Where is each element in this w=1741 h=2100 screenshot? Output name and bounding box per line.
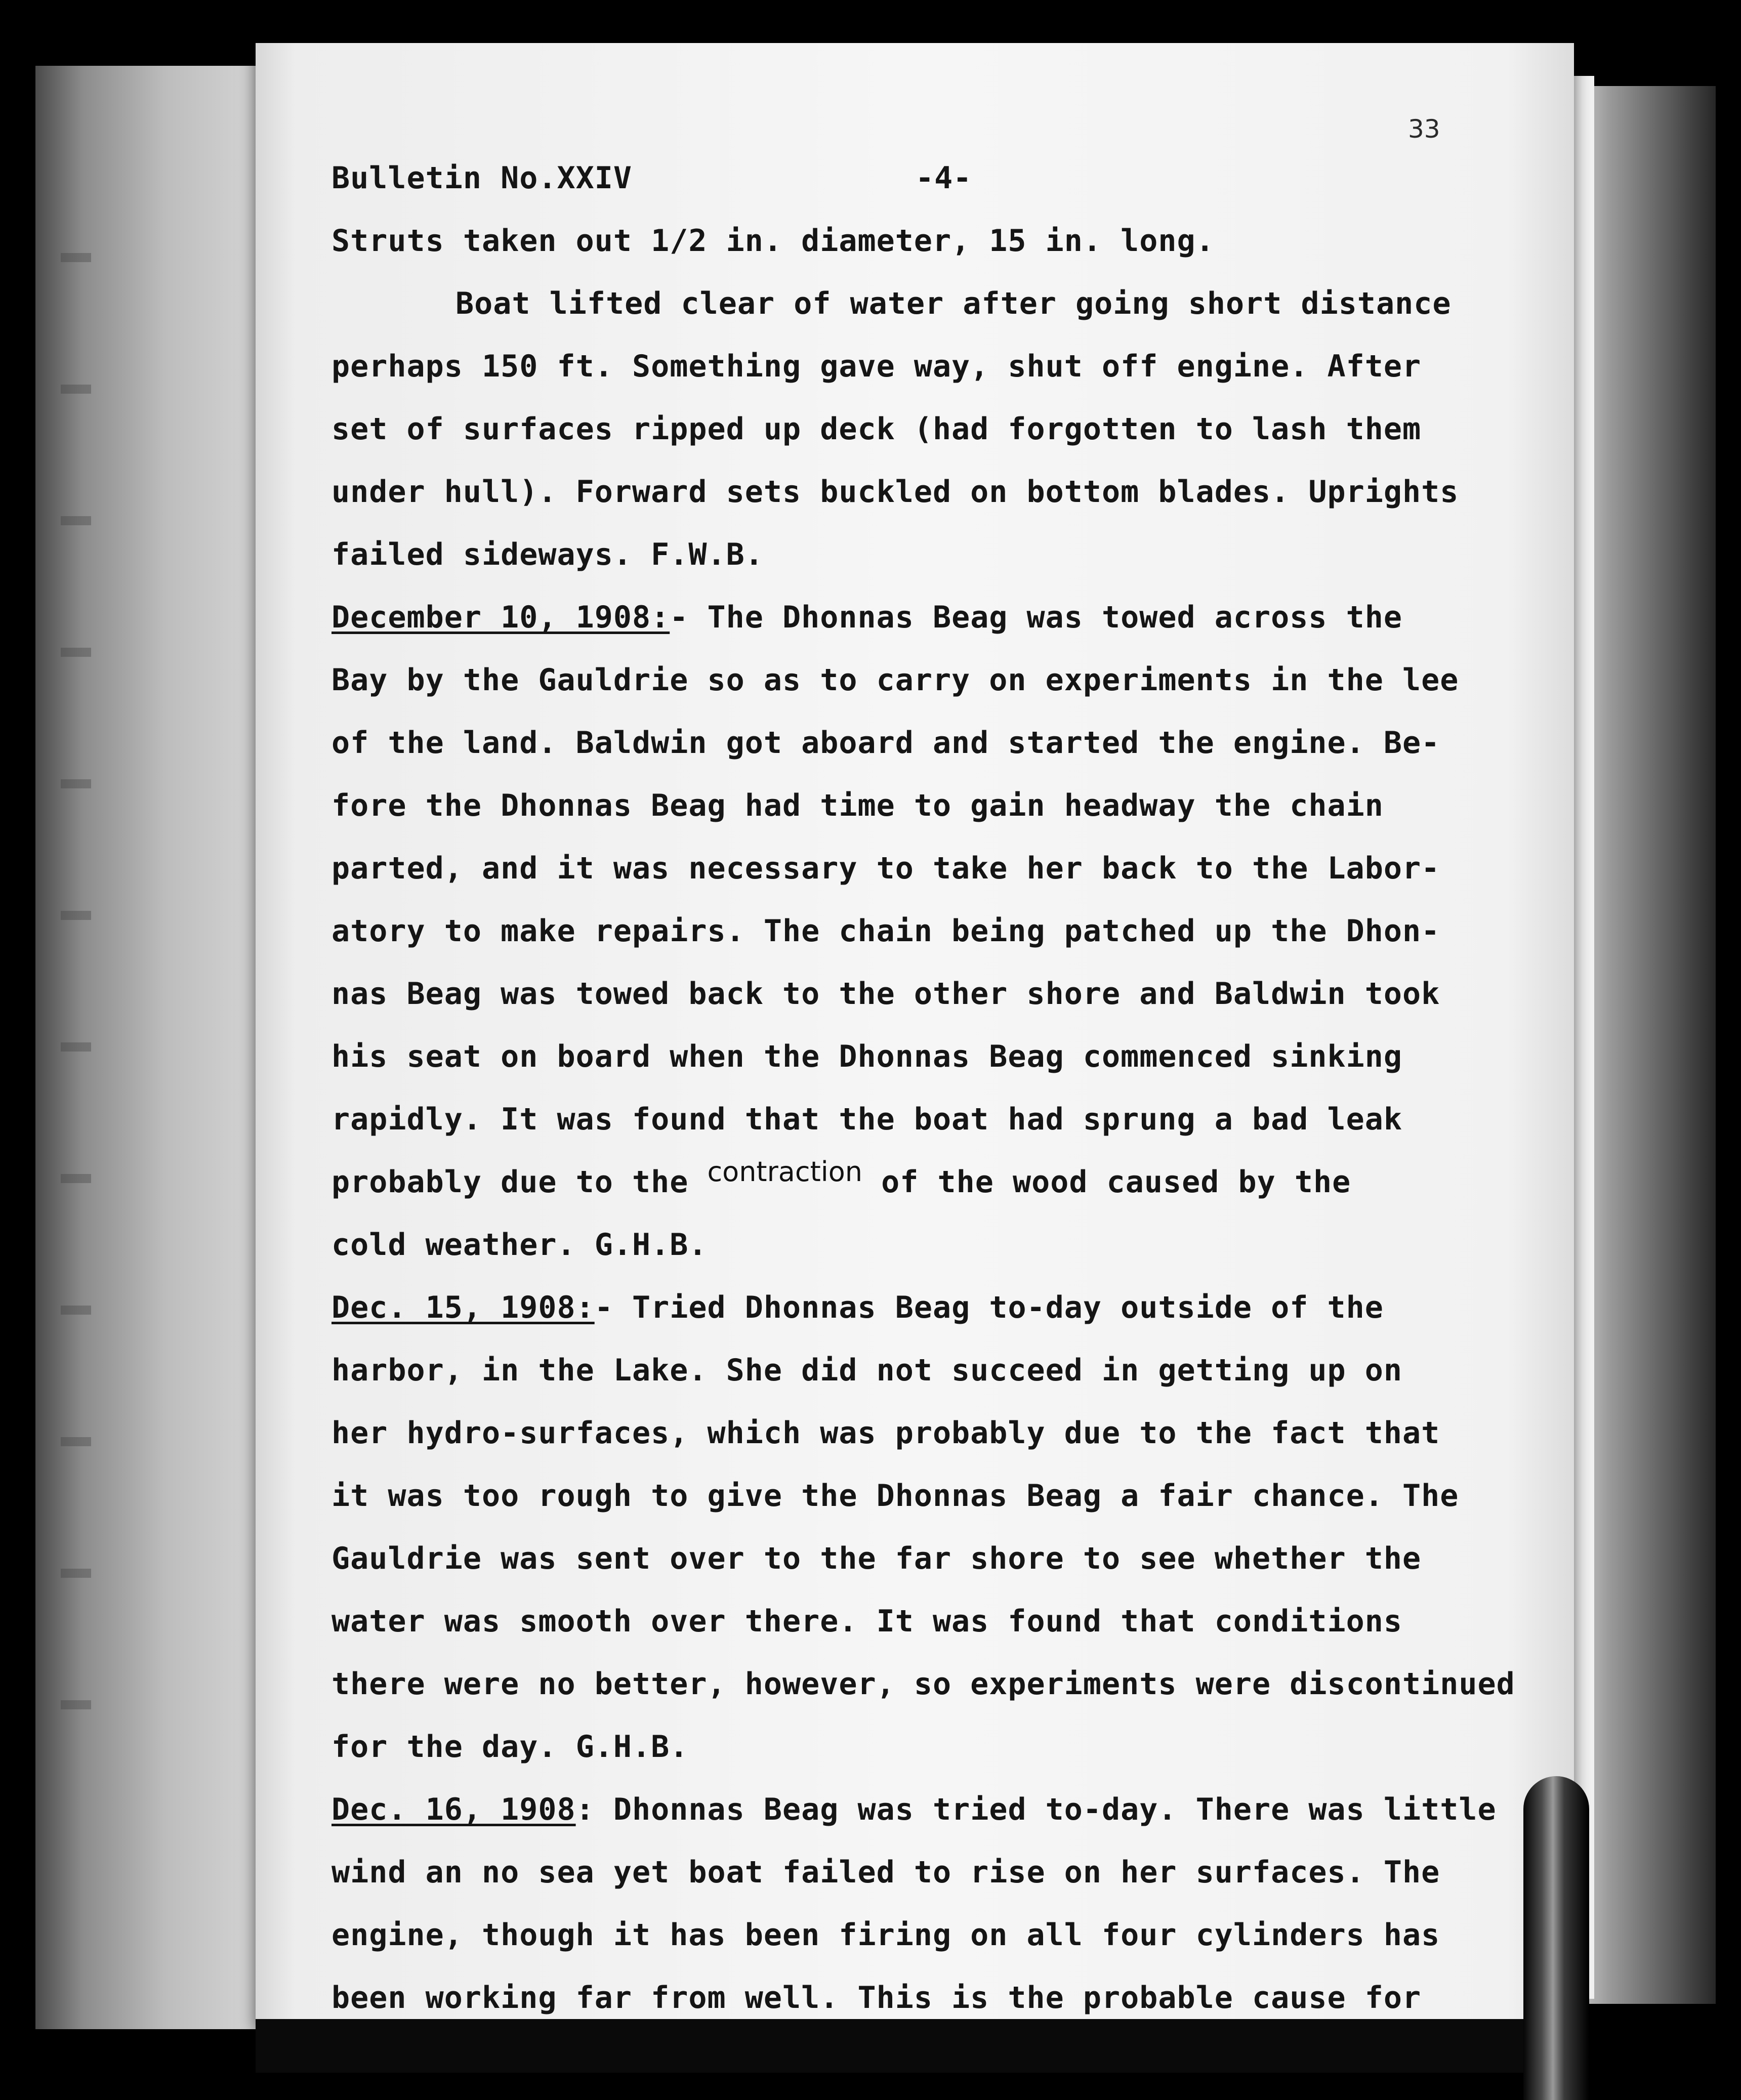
pen-tip [1523, 1776, 1589, 2100]
entry-date: Dec. 15, 1908: [331, 1290, 595, 1325]
text-line-24: there were no better, however, so experiments were discontinued [331, 1666, 1515, 1702]
text-line-14: his seat on board when the Dhonnas Beag commenced sinking [331, 1039, 1403, 1074]
entry-text: - Tried Dhonnas Beag to-day outside of the [594, 1290, 1384, 1325]
text-line-8: Bay by the Gauldrie so as to carry on experiments in the lee [331, 662, 1459, 698]
sheet-number: -4- [915, 160, 972, 196]
header-line [331, 147, 1536, 209]
text-line-10: fore the Dhonnas Beag had time to gain headway the chain [331, 788, 1384, 823]
text-line-13: nas Beag was towed back to the other shore and Baldwin took [331, 976, 1440, 1012]
bulletin-title: Bulletin No.XXIV [331, 160, 632, 196]
text-line-22: Gauldrie was sent over to the far shore to see whether the [331, 1541, 1422, 1576]
text-line-9: of the land. Baldwin got aboard and started the engine. Be- [331, 725, 1440, 761]
text-line-2: Boat lifted clear of water after going short distance [455, 286, 1452, 321]
text-line-21: it was too rough to give the Dhonnas Beag a fair chance. The [331, 1478, 1459, 1514]
left-page-bleed-marks [61, 253, 91, 1771]
text-line-3: perhaps 150 ft. Something gave way, shut off engine. After [331, 349, 1422, 384]
bottom-shadow [256, 2019, 1574, 2073]
text-line-20: her hydro-surfaces, which was probably due to the fact that [331, 1415, 1440, 1451]
text-line-16 [331, 1151, 1536, 1213]
text-segment: of the wood caused by the [862, 1164, 1351, 1200]
text-line-27: wind an no sea yet boat failed to rise on her surfaces. The [331, 1855, 1440, 1890]
text-line-15: rapidly. It was found that the boat had sprung a bad leak [331, 1102, 1403, 1137]
text-line-6: failed sideways. F.W.B. [331, 537, 764, 572]
text-line-23: water was smooth over there. It was found that conditions [331, 1604, 1403, 1639]
handwritten-correction: contraction [707, 1156, 863, 1188]
page-number: 33 [1408, 114, 1440, 144]
typed-text-block [331, 147, 1536, 2029]
text-line-25: for the day. G.H.B. [331, 1729, 689, 1765]
text-line-28: engine, though it has been firing on all four cylinders has [331, 1917, 1440, 1953]
text-line-11: parted, and it was necessary to take her back to the Labor- [331, 851, 1440, 886]
entry-date: December 10, 1908: [331, 600, 670, 635]
text-line-1: Struts taken out 1/2 in. diameter, 15 in. long. [331, 223, 1215, 259]
text-line-4: set of surfaces ripped up deck (had forgotten to lash them [331, 411, 1422, 447]
text-segment: probably due to the [331, 1164, 708, 1200]
right-page-edge [1574, 76, 1594, 1999]
text-line-29: been working far from well. This is the probable cause for [331, 1980, 1422, 2015]
entry-text: - The Dhonnas Beag was towed across the [670, 600, 1403, 635]
entry-text: : Dhonnas Beag was tried to-day. There was little [575, 1792, 1497, 1827]
entry-dec-15 [331, 1276, 1536, 1339]
text-line-19: harbor, in the Lake. She did not succeed in getting up on [331, 1353, 1403, 1388]
text-line-5: under hull). Forward sets buckled on bottom blades. Uprights [331, 474, 1459, 510]
entry-dec-10 [331, 586, 1536, 649]
entry-date: Dec. 16, 1908 [331, 1792, 576, 1827]
text-line-12: atory to make repairs. The chain being patched up the Dhon- [331, 913, 1440, 949]
entry-dec-16 [331, 1778, 1536, 1841]
text-line-17: cold weather. G.H.B. [331, 1227, 708, 1263]
